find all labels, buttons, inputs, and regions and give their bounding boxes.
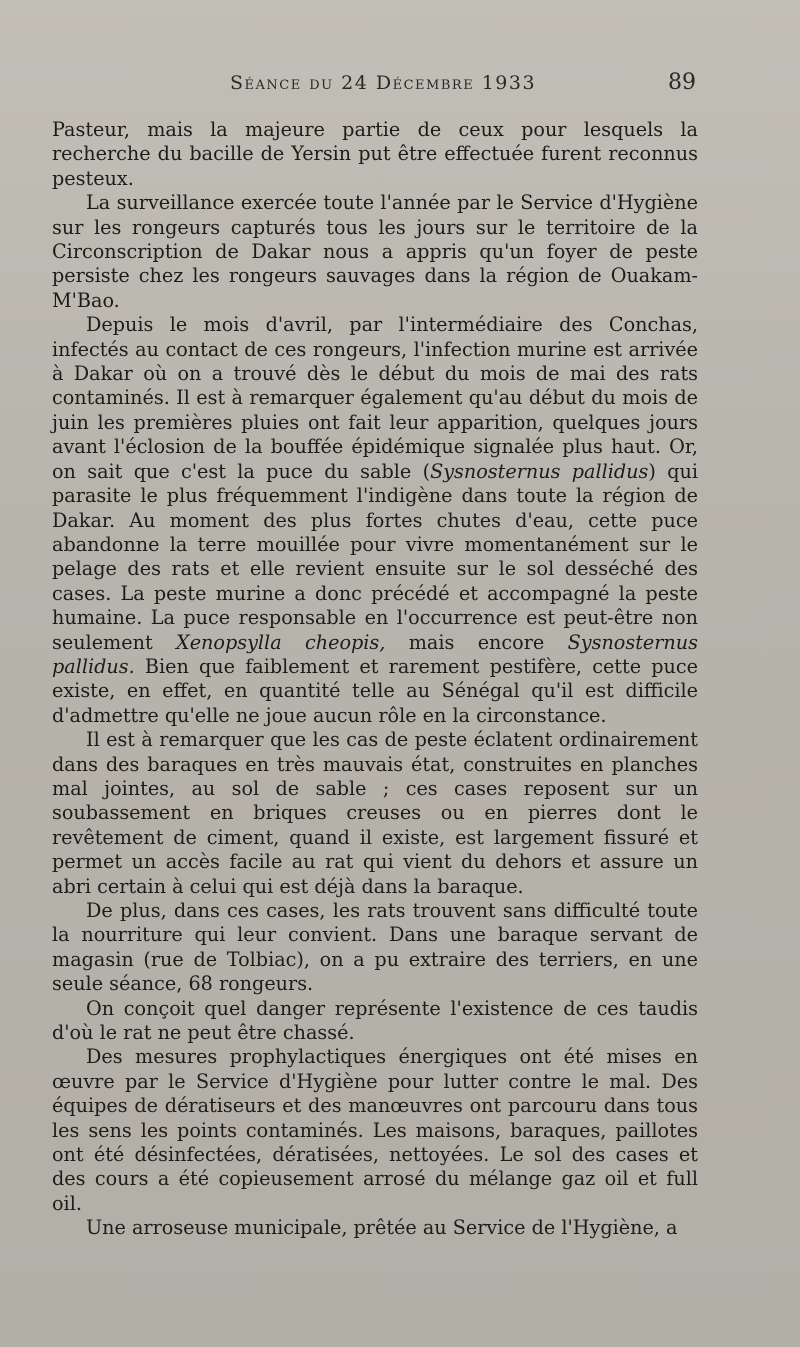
- page-header: [0, 64, 800, 104]
- paragraph: [52, 191, 698, 313]
- italic-run: Xenopsylla cheopis,: [176, 630, 386, 654]
- text-run: ) qui parasite le plus fréquemment l'indigène dans toute la région de Dakar. Au moment des plus fortes chutes d'eau, cette puce abandonne la terre mouillée pour vivre momentanément sur le pelage des rats et elle revient ensuite sur le sol desséché des cases. La peste murine a donc précédé et accompagné la peste humaine. La puce responsable en l'occurrence est peut-être non seulement: [52, 459, 698, 654]
- text-run: Depuis le mois d'avril, par l'intermédiaire des Conchas, infectés au contact de ces rongeurs, l'infection murine est arrivée à Dakar où on a trouvé dès le début du mois de mai des rats contaminés. Il est à remarquer également qu'au début du mois de juin les premières pluies ont fait leur apparition, quelques jours avant l'éclosion de la bouffée épidémique signalée plus haut. Or, on sait que c'est la puce du sable (: [52, 313, 698, 483]
- text-run: Il est à remarquer que les cas de peste éclatent ordinairement dans des baraques en très mauvais état, construites en planches mal jointes, au sol de sable ; ces cases reposent sur un soubassement en briques creuses ou en pierres dont le revêtement de ciment, quand il existe, est largement fissuré et permet un accès facile au rat qui vient du dehors et assure un abri certain à celui qui est déjà dans la baraque.: [52, 728, 698, 898]
- text-run: De plus, dans ces cases, les rats trouvent sans difficulté toute la nourriture qui leur convient. Dans une baraque servant de magasin (rue de Tolbiac), on a pu extraire des terriers, en une seule séance, 68 rongeurs.: [52, 899, 698, 996]
- paragraph: [52, 728, 698, 899]
- text-run: On conçoit quel danger représente l'existence de ces taudis d'où le rat ne peut être chassé.: [52, 996, 698, 1045]
- text-run: Bien que faiblement et rarement pestifère, cette puce existe, en effet, en quantité telle au Sénégal qu'il est difficile d'admettre qu'elle ne joue aucun rôle en la circonstance.: [52, 654, 698, 727]
- paragraph: [52, 118, 698, 191]
- paragraph: [52, 997, 698, 1046]
- paragraph: [52, 1045, 698, 1216]
- text-run: La surveillance exercée toute l'année par le Service d'Hygiène sur les rongeurs capturés tous les jours sur le territoire de la Circonscription de Dakar nous a appris qu'un foyer de peste persiste chez les rongeurs sauvages dans la région de Ouakam-M'Bao.: [52, 191, 698, 312]
- paragraph: [52, 313, 698, 728]
- page-number: 89: [668, 70, 696, 95]
- italic-run: Sysnosternus pallidus: [430, 459, 649, 483]
- italic-run: Sysnosternus pallidus.: [52, 630, 698, 678]
- paragraph: [52, 899, 698, 997]
- paragraph: [52, 1216, 698, 1240]
- text-run: Pasteur, mais la majeure partie de ceux pour lesquels la recherche du bacille de Yersin put être effectuée furent reconnus pesteux.: [52, 118, 698, 190]
- running-head: Séance du 24 Décembre 1933: [230, 72, 537, 94]
- text-run: mais encore: [385, 630, 568, 654]
- text-run: Une arroseuse municipale, prêtée au Service de l'Hygiène, a: [86, 1216, 678, 1240]
- text-run: Des mesures prophylactiques énergiques ont été mises en œuvre par le Service d'Hygiène pour lutter contre le mal. Des équipes de dératiseurs et des manœuvres ont parcouru dans tous les sens les points contaminés. Les maisons, baraques, paillotes ont été désinfectées, dératisées, nettoyées. Le sol des cases et des cours a été copieusement arrosé du mélange gaz oil et full oil.: [52, 1045, 698, 1215]
- body-text: [52, 118, 698, 1241]
